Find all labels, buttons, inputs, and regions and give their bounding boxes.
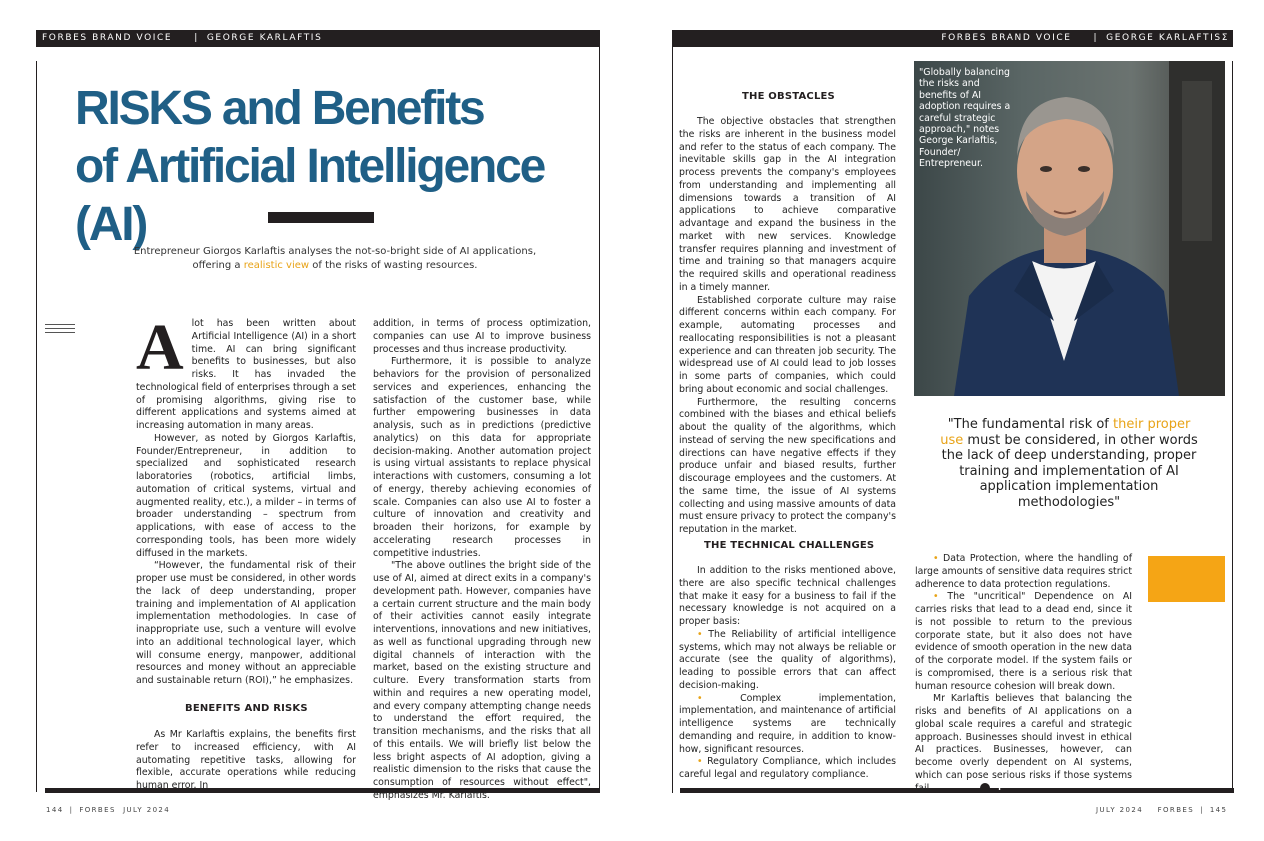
footer-publication: FORBES [1157, 806, 1195, 814]
header-author: GEORGE KARLAFTIS [206, 33, 323, 43]
footer-separator: | [69, 806, 74, 814]
standfirst-text-end: of the risks of wasting resources. [309, 260, 478, 271]
title-line-2: of Artificial Intelligence (AI) [75, 140, 545, 251]
header-separator: | [194, 33, 199, 43]
paragraph: "The above outlines the bright side of the use of AI, aimed at direct exits in a company's development path. However, companies have a certain current structure and the main body of their activities cannot easily integrate interventions, innovations and new initiatives, as well as functional upgrading through new digital channels of interaction with the market, based on the existing structure and culture. Every transformation starts from within and requires a new operating model, and every company attempting change needs to understand the effort required, the transition mechanisms, and the risks that all of this entails. We will briefly list below the less bright aspects of AI adoption, giving a realistic dimension to the risks that cause the consumption of resources without effect", emphasizes Mr. Karlaftis. [373, 560, 591, 801]
paragraph: However, as noted by Giorgos Karlaftis, Founder/Entrepreneur, in addition to specialized and sophisticated research laboratories (robotics, artificial limbs, automation of critical systems, virtual and augmented reality, etc.), a milder – in terms of broader understanding – spectrum from applications, with ease of access to the corresponding tools, has been more widely diffused in the markets. [136, 432, 356, 559]
orange-accent-block [1148, 556, 1225, 602]
paragraph: As Mr Karlaftis explains, the benefits first refer to increased efficiency, with AI automating repetitive tasks, allowing for flexible, accurate operations while reducing human error. In [136, 729, 356, 791]
subhead-technical-challenges: THE TECHNICAL CHALLENGES [704, 540, 875, 551]
standfirst-text: Entrepreneur Giorgos Karlaftis analyses the not-so-bright side of AI applications, offering a [133, 246, 537, 271]
drop-cap: A [136, 311, 184, 384]
bullet-item [915, 591, 1132, 693]
paragraph-text: Mr Karlaftis believes that balancing the risks and benefits of AI applications on a global scale requires a careful and strategic approach. Businesses should invest in ethical AI practices. Businesses, however, can become overly dependent on AI systems, which can pose serious risks if those systems fail. [915, 693, 1132, 794]
bullet-icon: • [933, 553, 939, 564]
right-page-border [1232, 61, 1233, 792]
footer-publication: FORBES [79, 806, 116, 814]
paragraph: “However, the fundamental risk of their proper use must be considered, in other words the lack of deep understanding, proper training and implementation of AI application implementation methodologies. In case of inappropriate use, such a venture will evolve into an additional technological layer, which will consume energy, manpower, additional resources and money without an appreciable and sustainable return (ROI),” he emphasizes. [136, 560, 356, 686]
title-line-1: RISKS and Benefits [75, 82, 484, 135]
footer-date: JULY 2024 [123, 806, 171, 814]
menu-lines-icon [45, 324, 75, 337]
body-column-2 [373, 318, 591, 803]
bullet-text: The Reliability of artificial intelligence systems, which may not always be reliable or accurate (see the quality of algorithms), leading to possible errors that can affect decision-making. [679, 628, 896, 691]
paragraph: addition, in terms of process optimization, companies can use AI to improve business processes and thus increase productivity. [373, 318, 591, 355]
body-column-3 [679, 116, 896, 537]
left-page-header [36, 30, 600, 47]
article-title [75, 80, 585, 254]
gutter-line-left [599, 47, 600, 793]
forbes-end-mark-icon: F [980, 783, 990, 793]
paragraph: In addition to the risks mentioned above, there are also specific technical challenges that make it easy for a business to fail if the necessary knowledge is not acquired on a proper basis: [679, 565, 896, 627]
title-underline-bar [268, 212, 374, 223]
pull-quote-highlight: their proper use [940, 417, 1191, 448]
bullet-item [679, 629, 896, 693]
standfirst-highlight: realistic view [243, 260, 310, 271]
bullet-icon: • [697, 756, 703, 768]
page-number: 144 [46, 806, 64, 814]
pull-quote-text: "The fundamental risk of [947, 417, 1114, 432]
portrait-photo [914, 61, 1225, 396]
paragraph: Furthermore, the resulting concerns combined with the biases and ethical beliefs about the quality of the algorithms, which instead of serving the new specifications and directions can have negative effects if they produce unfair and biased results, further discourage employees and the customers. At the same time, the issue of AI systems collecting and using massive amounts of data must ensure privacy to protect the company's reputation in the market. [679, 396, 896, 535]
bullet-icon: • [697, 628, 703, 640]
bullet-text: Regulatory Compliance, which includes careful legal and regulatory compliance. [679, 756, 896, 780]
paragraph [136, 311, 356, 433]
header-author: GEORGE KARLAFTISΣ [1106, 33, 1229, 43]
right-page-footer [1096, 806, 1227, 814]
pull-quote-text-end: must be considered, in other words the lack of deep understanding, proper training and implementation of AI application implementation methodologies" [941, 432, 1198, 510]
paragraph: The objective obstacles that strengthen the risks are inherent in the business model and refer to the status of each company. The inevitable skills gap in the AI integration process prevents the company's employees from understanding and implementing all dimensions towards a transition of AI applications to achieve comparative advantage and expand the business in the market with new services. Knowledge transfer requires planning and investment of time and training so that managers acquire the required skills and operational readiness in a timely manner. [679, 116, 896, 293]
bullet-item [679, 693, 896, 757]
bullet-icon: • [697, 692, 703, 704]
bullet-text: Data Protection, where the handling of large amounts of sensitive data requires strict adherence to data protection regulations. [915, 553, 1132, 590]
footer-date: JULY 2024 [1096, 806, 1144, 814]
footer-separator: | [1200, 806, 1204, 814]
body-column-4 [679, 565, 896, 782]
photo-caption: "Globally balancing the risks and benefits of AI adoption requires a careful strategic approach," notes George Karlaftis, Founder/ Entrepreneur. [919, 67, 1011, 170]
paragraph: Established corporate culture may raise different concerns within each company. For example, automating processes and reallocating responsibilities is not a pleasant experience and can threaten job security. The widespread use of AI could lead to job losses in some parts of companies, which could bring about economic and social challenges. [679, 294, 896, 395]
header-brand: FORBES BRAND VOICE [42, 33, 173, 43]
pull-quote [940, 417, 1198, 511]
header-brand: FORBES BRAND VOICE [941, 33, 1072, 43]
standfirst [120, 245, 550, 273]
paragraph [915, 693, 1132, 795]
page-number: 145 [1209, 806, 1228, 814]
bullet-icon: • [933, 591, 939, 603]
subhead-benefits-risks: BENEFITS AND RISKS [185, 703, 308, 714]
paragraph-text: lot has been written about Artificial Intelligence (AI) in a short time. AI can bring significant benefits to businesses, but also risks. It has invaded the technological field of enterprises through a set of promising algorithms, giving rise to different applications and systems aimed at increasing automation in many areas. [136, 318, 356, 431]
body-column-5 [915, 553, 1132, 795]
bullet-item [679, 756, 896, 782]
subhead-obstacles: THE OBSTACLES [742, 91, 835, 102]
bullet-text: Complex implementation, implementation, and maintenance of artificial intelligence systems are technically demanding and require, in addition to know-how, significant resources. [679, 692, 896, 755]
right-page-header [672, 30, 1233, 47]
body-column-1-continued [136, 729, 356, 793]
body-column-1 [136, 311, 356, 688]
bullet-text: The "uncritical" Dependence on AI carries risks that lead to a dead end, since it is not possible to return to the previous corporate state, but it also does not have evidence of smooth operation in the new data of the corporate model. If the system fails or is compromised, there is a serious risk that human resource cohesion will break down. [915, 591, 1132, 692]
left-page-border [36, 61, 37, 792]
header-separator: | [1093, 33, 1099, 43]
gutter-line-right [672, 47, 673, 793]
left-page-footer [46, 806, 170, 814]
bullet-item [915, 553, 1132, 591]
paragraph: Furthermore, it is possible to analyze behaviors for the provision of personalized services and experiences, enhancing the satisfaction of the customer base, while further empowering businesses in data analysis, such as in predictions (predictive analytics) on this data for appropriate decision-making. Another automation project is using virtual assistants to replace physical interactions with customers, consuming a lot of energy, thereby achieving economies of scale. Companies can also use AI to foster a culture of innovation and creativity and broaden their horizons, for example by accelerating research processes in competitive industries. [373, 356, 591, 559]
